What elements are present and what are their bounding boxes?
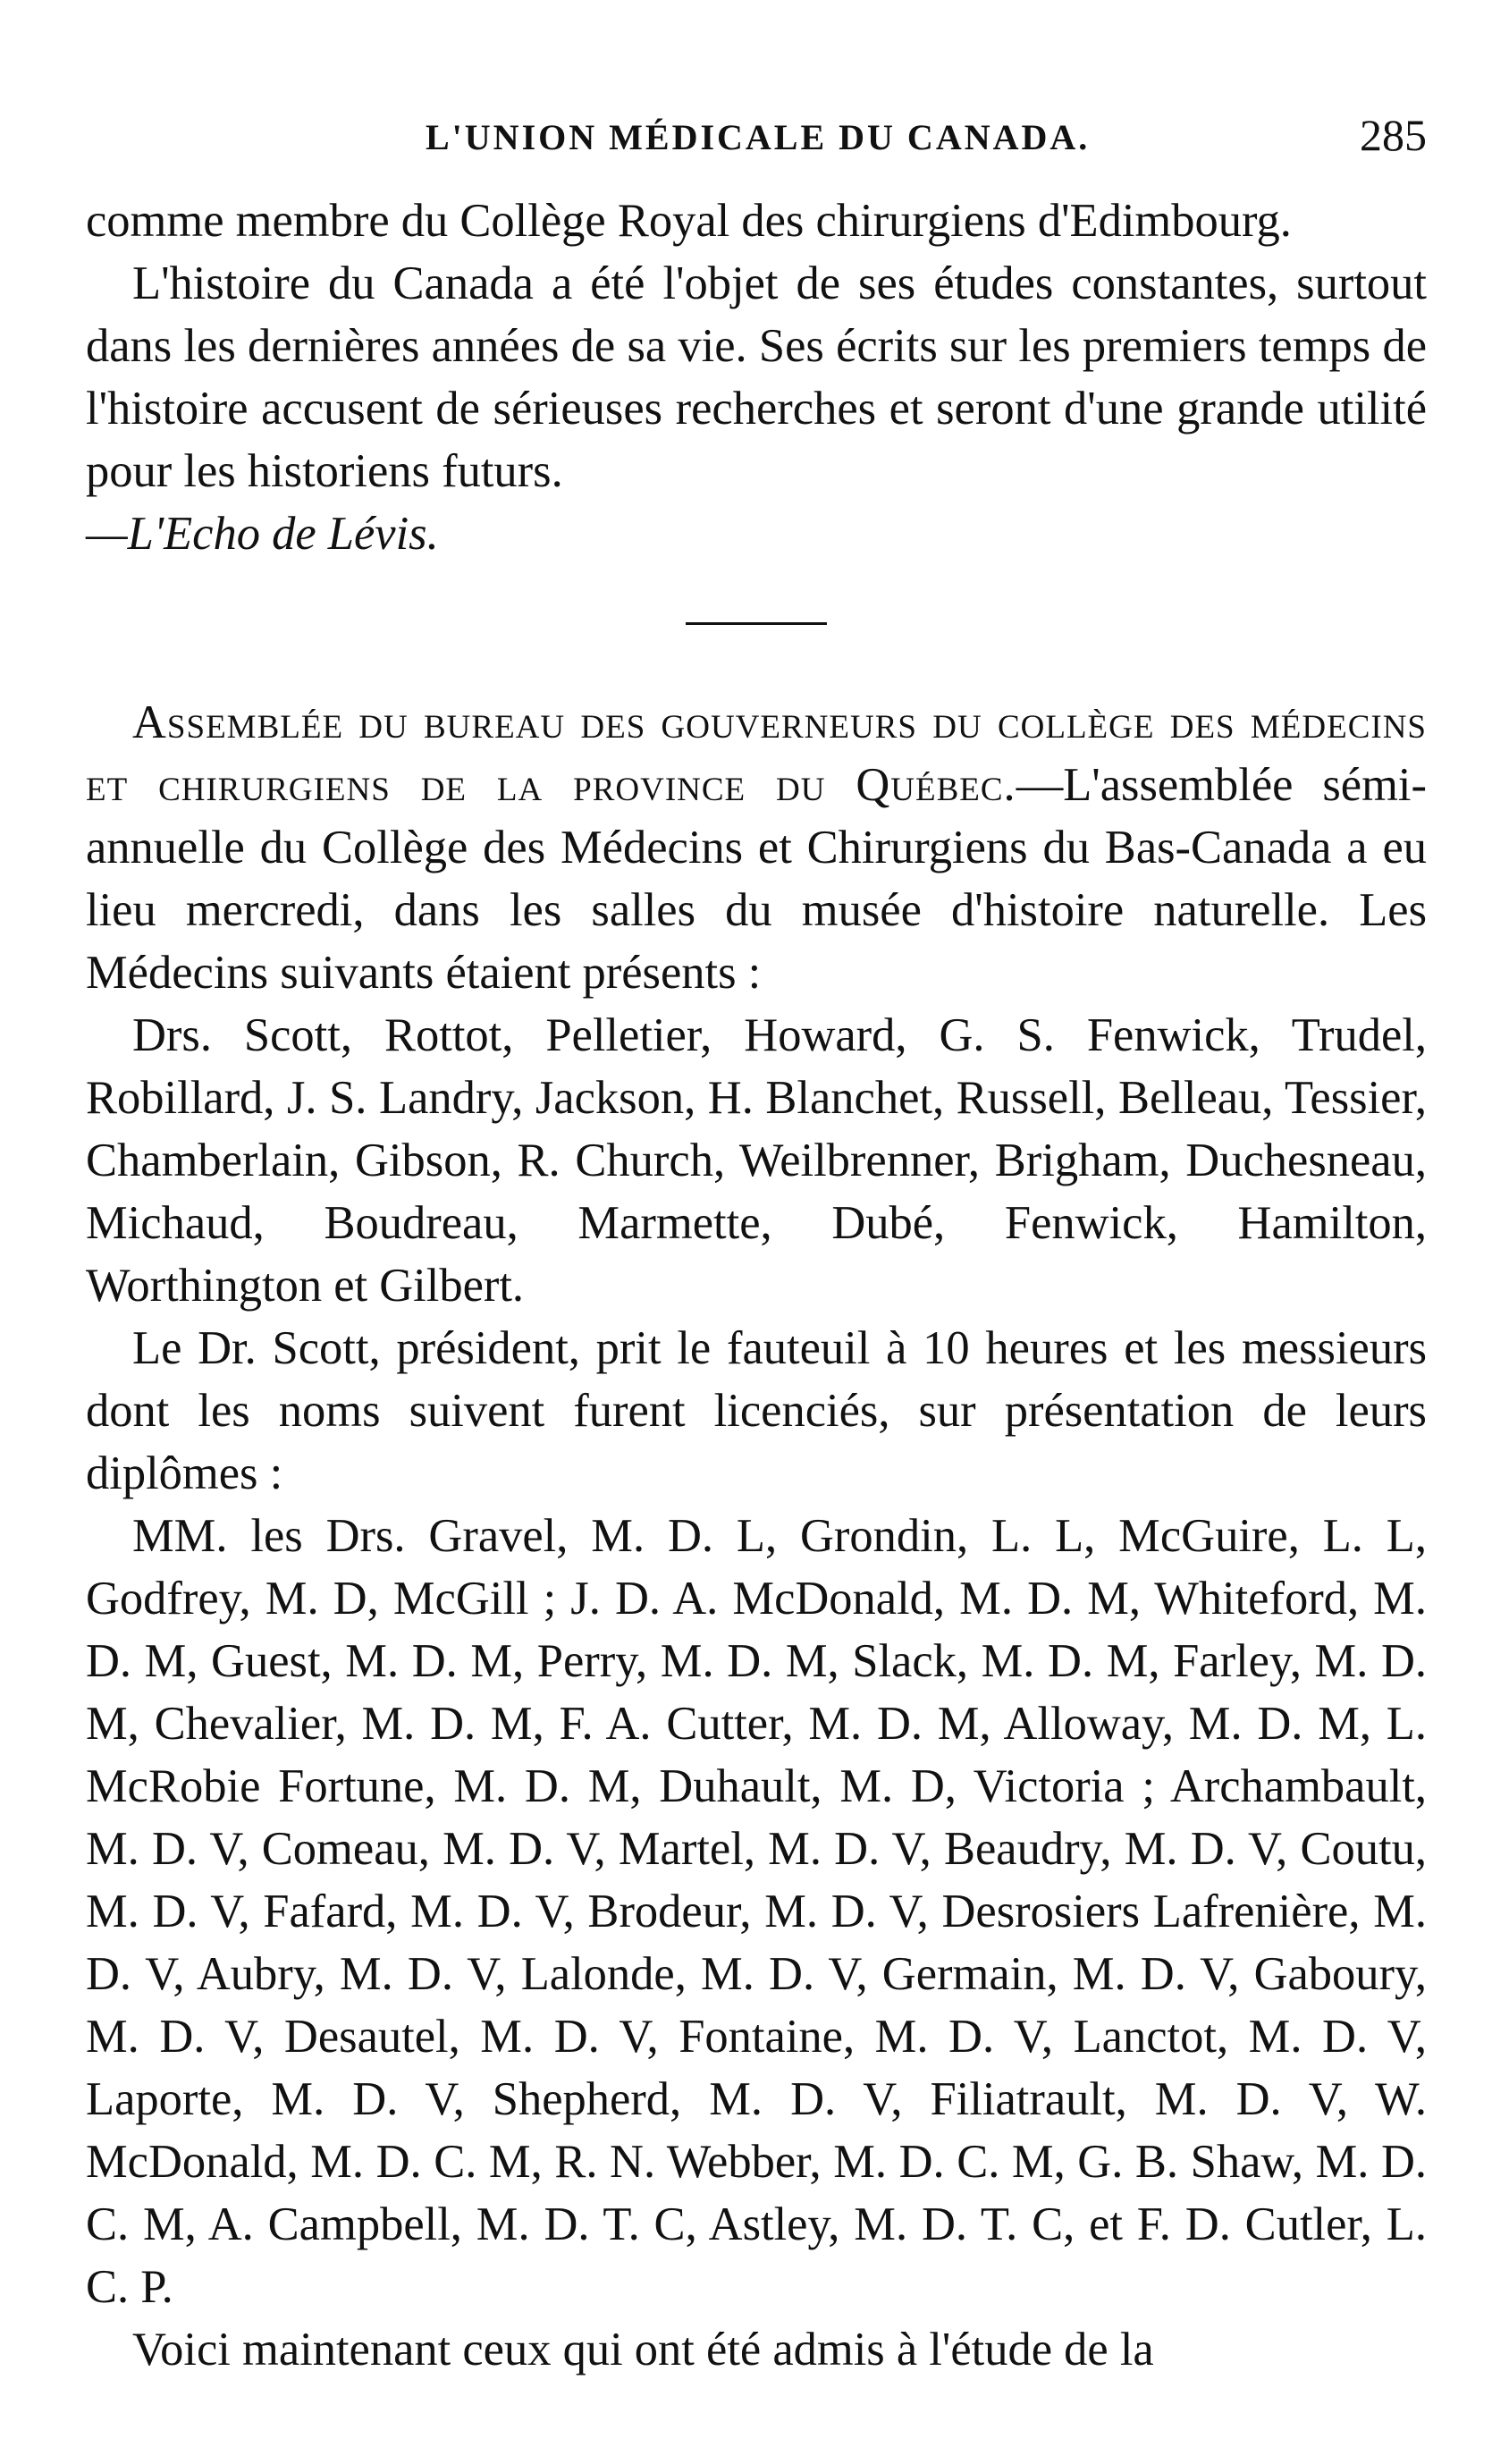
paragraph-licensed-list: MM. les Drs. Gravel, M. D. L, Grondin, L. L, McGuire, L. L, Godfrey, M. D, McGill ; J. D. A. McDonald, M. D. M, Whiteford, M. D. M, Guest, M. D. M, Perry, M. D. M, Slack, M. D. M, Farley, M. D. M, Chevalier, M. D. M, F. A. Cutter, M. D. M, Alloway, M. D. M, L. McRobie Fortune, M. D. M, Duhault, M. D, Victoria ; Archambault, M. D. V, Comeau, M. D. V, Martel, M. D. V, Beaudry, M. D. V, Coutu, M. D. V, Fafard, M. D. V, Brodeur, M. D. V, Desrosiers Lafrenière, M. D. V, Aubry, M. D. V, Lalonde, M. D. V, Germain, M. D. V, Gaboury, M. D. V, Desautel, M. D. V, Fontaine, M. D. V, Lanctot, M. D. V, Laporte, M. D. V, Shepherd, M. D. V, Filiatrault, M. D. V, W. McDonald, M. D. C. M, R. N. Webber, M. D. C. M, G. B. Shaw, M. D. C. M, A. Campbell, M. D. T. C, Astley, M. D. T. C, et F. D. Cutler, L. C. P. — [86, 1510, 1427, 2313]
page-number: 285 — [1360, 110, 1427, 160]
paragraph-president: Le Dr. Scott, président, prit le fauteuil à 10 heures et les messieurs dont les noms suivent furent licenciés, sur présentation de leurs diplômes : — [86, 1322, 1427, 1499]
paragraph-continuation: comme membre du Collège Royal des chirurgiens d'Edimbourg. — [86, 195, 1292, 247]
source-citation: —L'Echo de Lévis. — [86, 508, 439, 560]
section-heading: Assemblée du bureau des gouverneurs du collège des médecins et chirurgiens de la province du Québec. — [86, 696, 1427, 811]
section-divider — [686, 622, 827, 625]
running-head — [86, 100, 1427, 163]
paragraph-assembly-text: —L'assemblée sémi-annuelle du Collège des Médecins et Chirurgiens du Bas-Canada a eu lieu mercredi, dans les salles du musée d'histoire naturelle. Les Médecins suivants étaient présents : — [86, 759, 1427, 999]
paragraph-assembly — [86, 691, 1427, 1004]
paragraph-history: L'histoire du Canada a été l'objet de ses études constantes, surtout dans les dernières années de sa vie. Ses écrits sur les premiers temps de l'histoire accusent de sérieuses recherches et seront d'une grande utilité pour les historiens futurs. — [86, 257, 1427, 497]
paragraph-attendees: Drs. Scott, Rottot, Pelletier, Howard, G. S. Fenwick, Trudel, Robillard, J. S. Landry, Jackson, H. Blanchet, Russell, Belleau, Tessier, Chamberlain, Gibson, R. Church, Weilbrenner, Brigham, Duchesneau, Michaud, Boudreau, Marmette, Dubé, Fenwick, Hamilton, Worthington et Gilbert. — [86, 1009, 1427, 1312]
running-title: L'UNION MÉDICALE DU CANADA. — [426, 117, 1091, 157]
paragraph-admitted: Voici maintenant ceux qui ont été admis à l'étude de la — [132, 2324, 1154, 2375]
journal-page — [86, 0, 1427, 2464]
body-text — [86, 190, 1427, 2381]
